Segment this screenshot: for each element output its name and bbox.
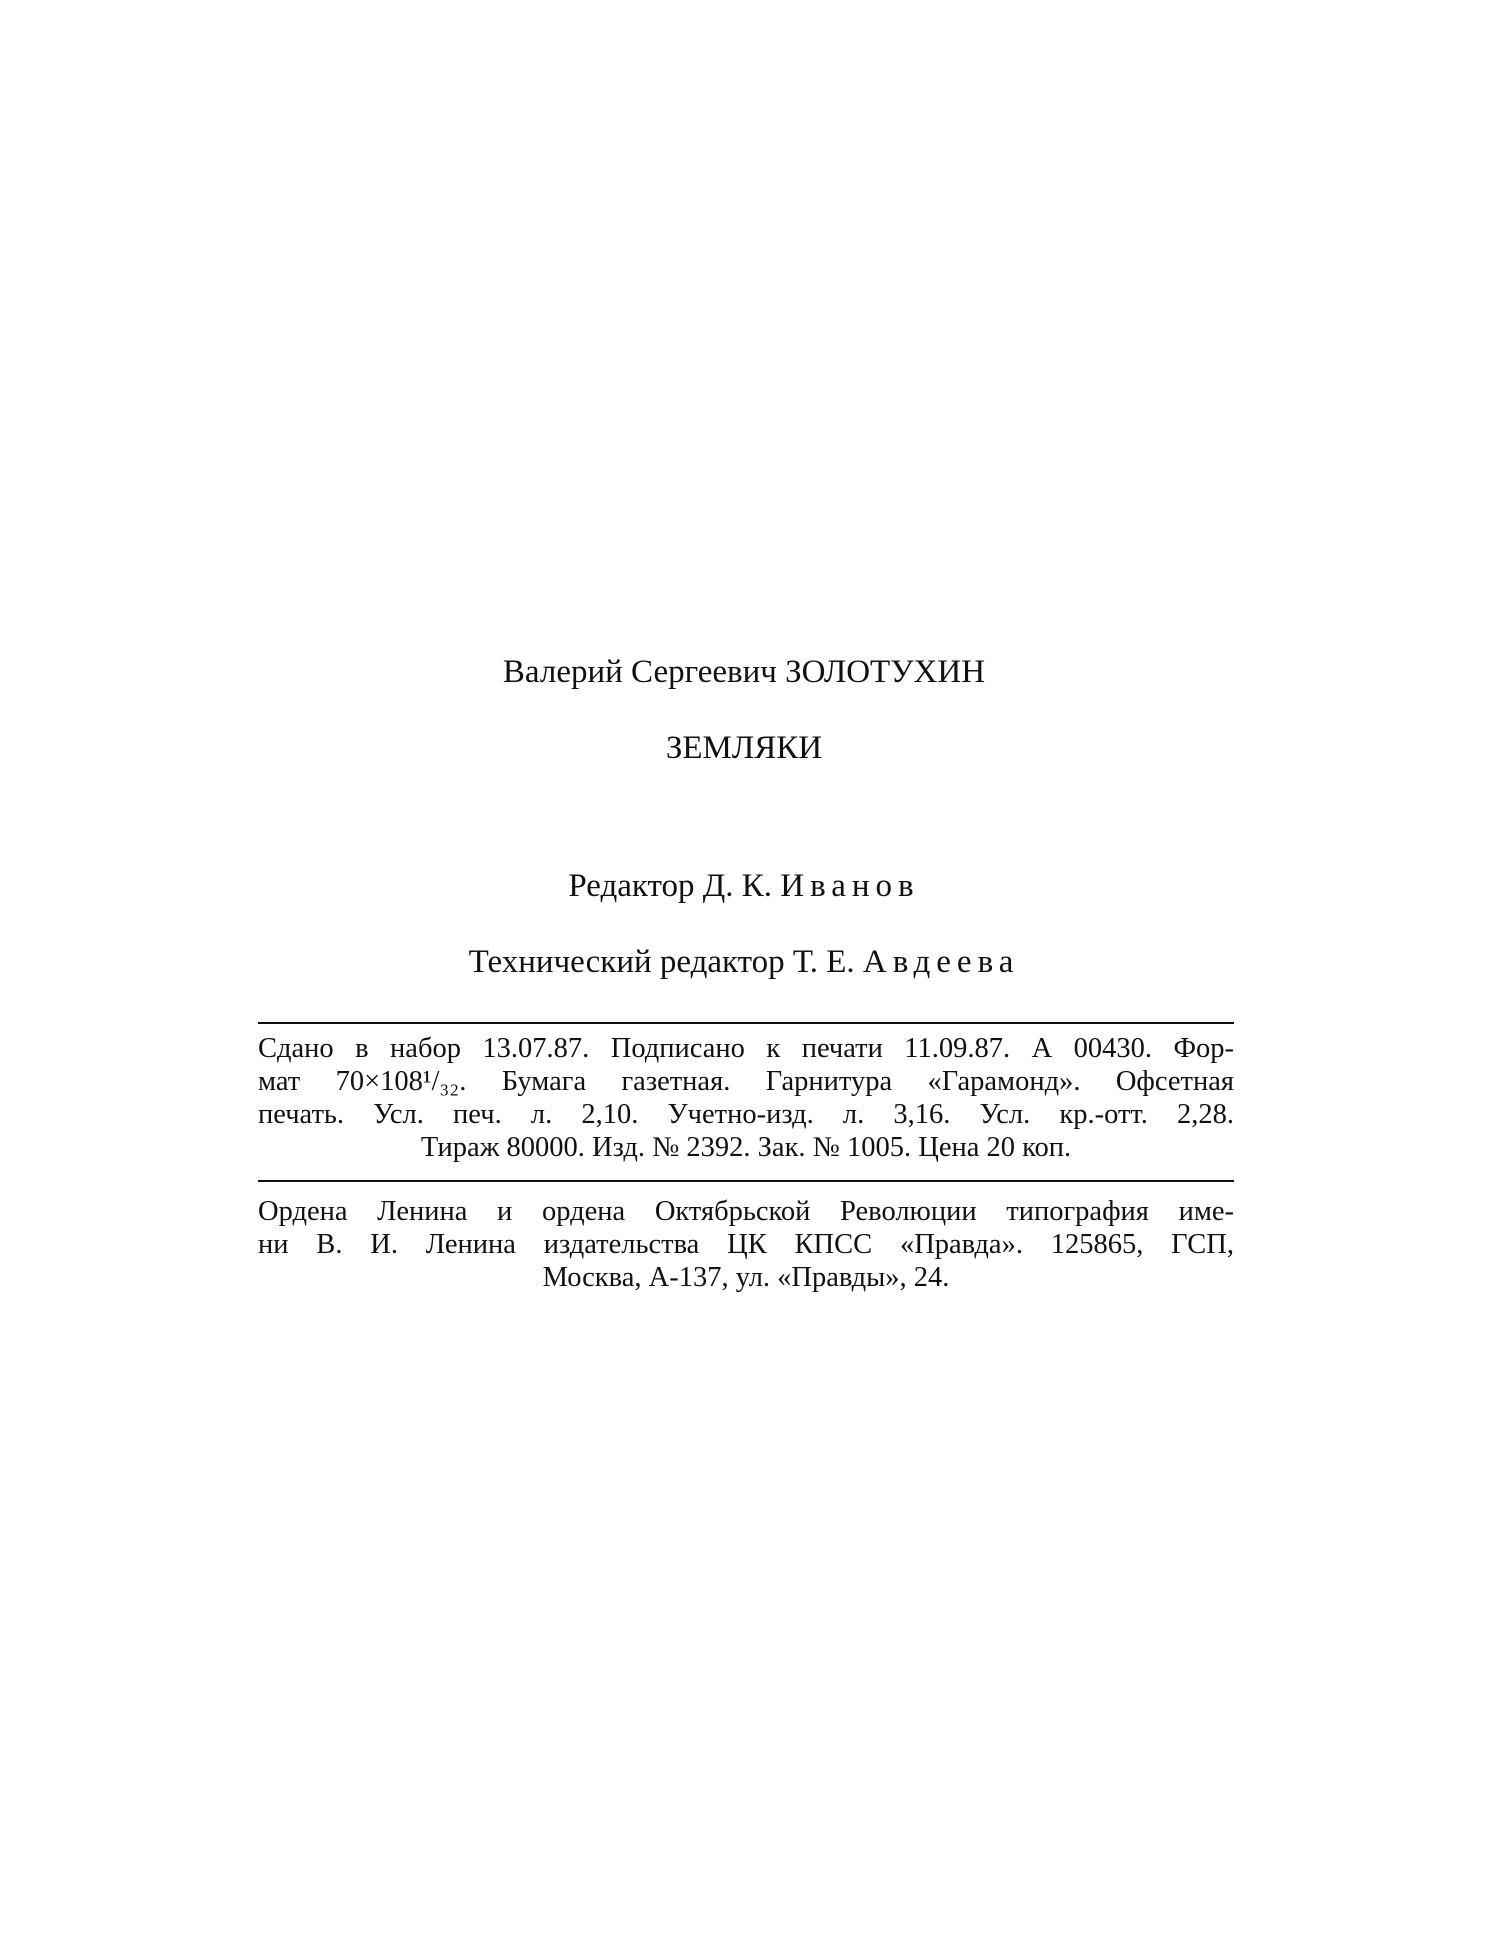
technical-editor-name: Авдеева bbox=[862, 944, 1020, 980]
print-details-line: Сдано в набор 13.07.87. Подписано к печати 11.09.87. А 00430. Фор- bbox=[258, 1033, 1234, 1064]
print-details bbox=[258, 1032, 1234, 1164]
technical-editor-credit bbox=[0, 944, 1488, 981]
printer-details bbox=[258, 1195, 1234, 1294]
printer-details-line: Москва, А-137, ул. «Правды», 24. bbox=[542, 1262, 950, 1293]
printer-details-line: Ордена Ленина и ордена Октябрьской Революции типография име- bbox=[258, 1196, 1234, 1227]
editor-name: Иванов bbox=[780, 868, 920, 904]
book-title: ЗЕМЛЯКИ bbox=[665, 730, 823, 766]
print-details-line: Тираж 80000. Изд. № 2392. Зак. № 1005. Цена 20 коп. bbox=[420, 1132, 1072, 1163]
technical-editor-role: Технический редактор Т. Е. bbox=[468, 944, 855, 980]
printer-details-line: ни В. И. Ленина издательства ЦК КПСС «Правда». 125865, ГСП, bbox=[258, 1229, 1234, 1260]
editor-credit bbox=[0, 868, 1488, 905]
print-details-line: печать. Усл. печ. л. 2,10. Учетно-изд. л. 3,16. Усл. кр.-отт. 2,28. bbox=[258, 1099, 1234, 1130]
author-name: Валерий Сергеевич ЗОЛОТУХИН bbox=[502, 654, 986, 690]
editor-role: Редактор Д. К. bbox=[568, 868, 773, 904]
bottom-divider bbox=[258, 1180, 1234, 1182]
print-details-line: мат 70×108¹/₃₂. Бумага газетная. Гарнитура «Гарамонд». Офсетная bbox=[258, 1066, 1234, 1097]
top-divider bbox=[258, 1022, 1234, 1024]
